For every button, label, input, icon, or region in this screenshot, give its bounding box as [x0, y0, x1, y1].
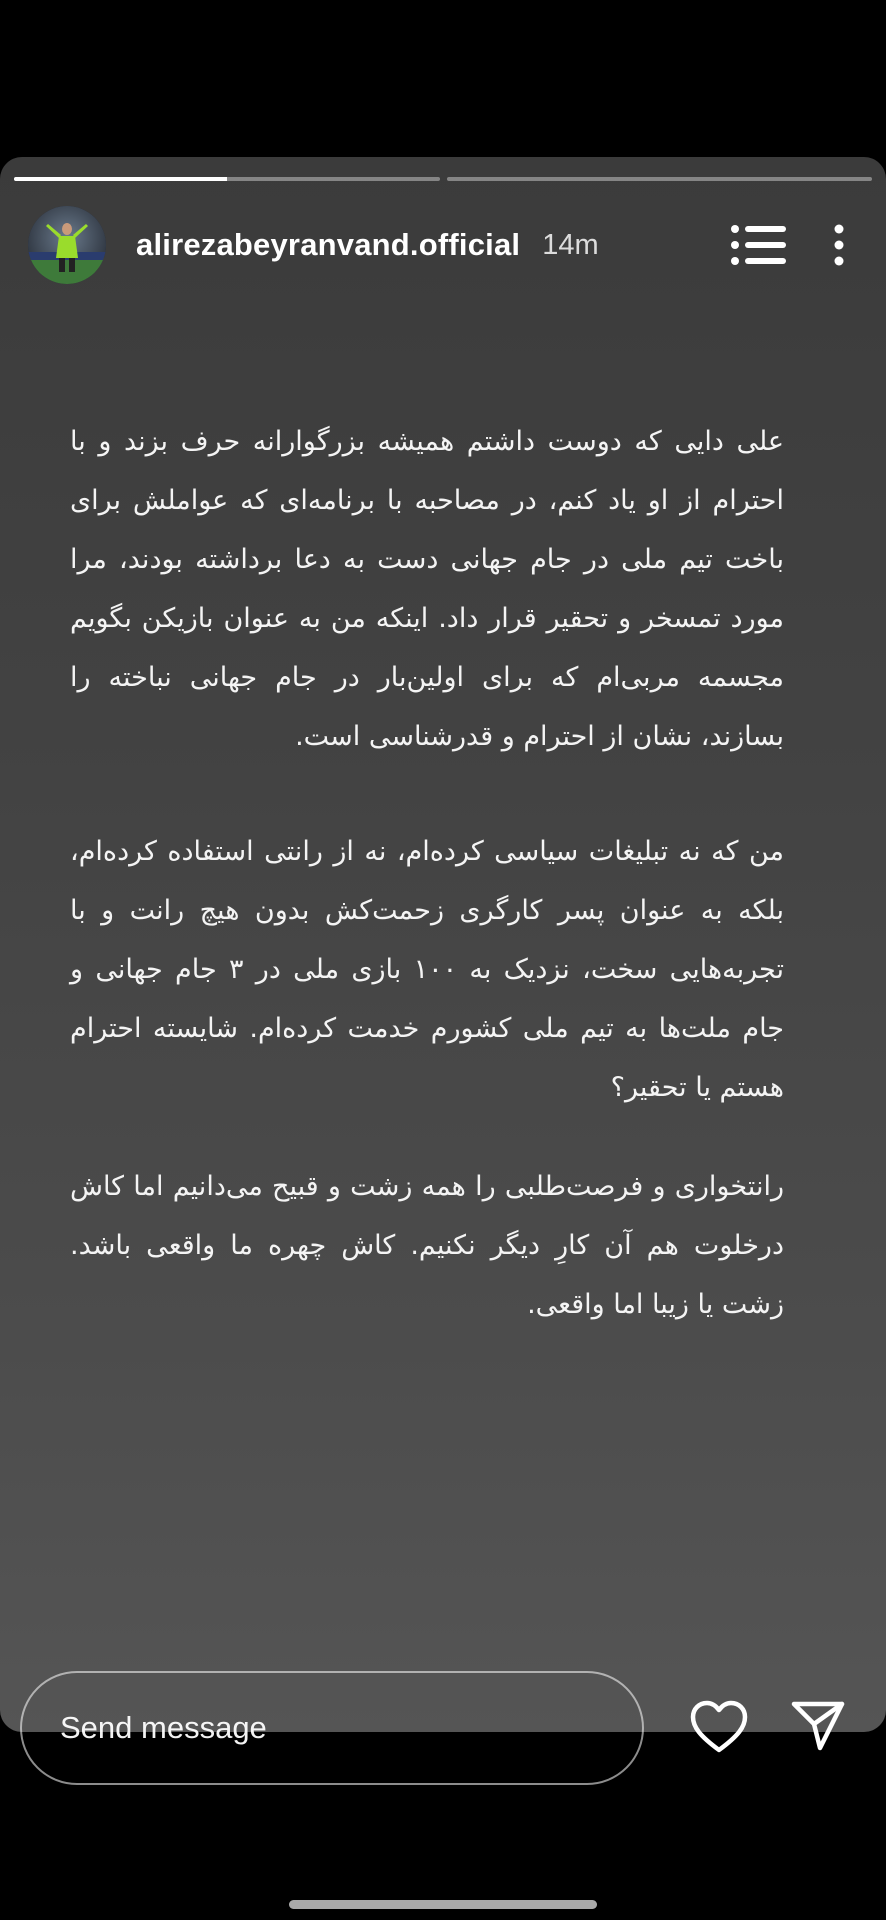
progress-fill-1 — [14, 177, 227, 181]
send-icon[interactable] — [790, 1700, 846, 1752]
progress-segment-2 — [447, 177, 873, 181]
username[interactable]: alirezabeyranvand.official — [136, 227, 521, 262]
progress-segment-1 — [14, 177, 440, 181]
home-indicator[interactable] — [289, 1900, 597, 1909]
post-time: 14m — [542, 228, 599, 261]
story-progress-bar — [14, 177, 872, 181]
send-message-input[interactable] — [20, 1671, 644, 1785]
avatar[interactable] — [28, 206, 106, 284]
story-header — [28, 205, 858, 285]
story-paragraph-2: من که نه تبلیغات سیاسی کرده‌ام، نه از رانتی استفاده کرده‌ام، بلکه به عنوان پسر کارگری زحمت‌کش بدون هیچ رانت و با تجربه‌هایی سخت، نزدیک به ۱۰۰ بازی ملی در ۳ جام جهانی و جام ملت‌ها به تیم ملی کشورم خدمت کرده‌ام. شایسته احترام هستم یا تحقیر؟ — [70, 836, 784, 1103]
heart-icon[interactable] — [690, 1700, 748, 1754]
story-paragraph-3: رانتخواری و فرصت‌طلبی را همه زشت و قبیح می‌دانیم اما کاش درخلوت هم آن کارِ دیگر نکنیم. کاش چهره ما واقعی باشد. زشت یا زیبا اما واقعی. — [70, 1171, 784, 1320]
list-icon[interactable] — [730, 223, 786, 267]
goalkeeper-avatar-icon — [28, 206, 106, 284]
story-frame[interactable] — [0, 157, 886, 1732]
more-vertical-icon[interactable] — [832, 223, 846, 267]
story-paragraph-1: علی دایی که دوست داشتم همیشه بزرگوارانه حرف بزند و با احترام از او یاد کنم، در مصاحبه با برنامه‌ای که عواملش برای باخت تیم ملی در جام جهانی دست به دعا برداشته بودند، مرا مورد تمسخر و تحقیر قرار داد. اینکه من به عنوان بازیکن بگویم مجسمه مربی‌ام که برای اولین‌بار در جام جهانی نباخته را بسازند، نشان از احترام و قدرشناسی است. — [70, 426, 784, 752]
